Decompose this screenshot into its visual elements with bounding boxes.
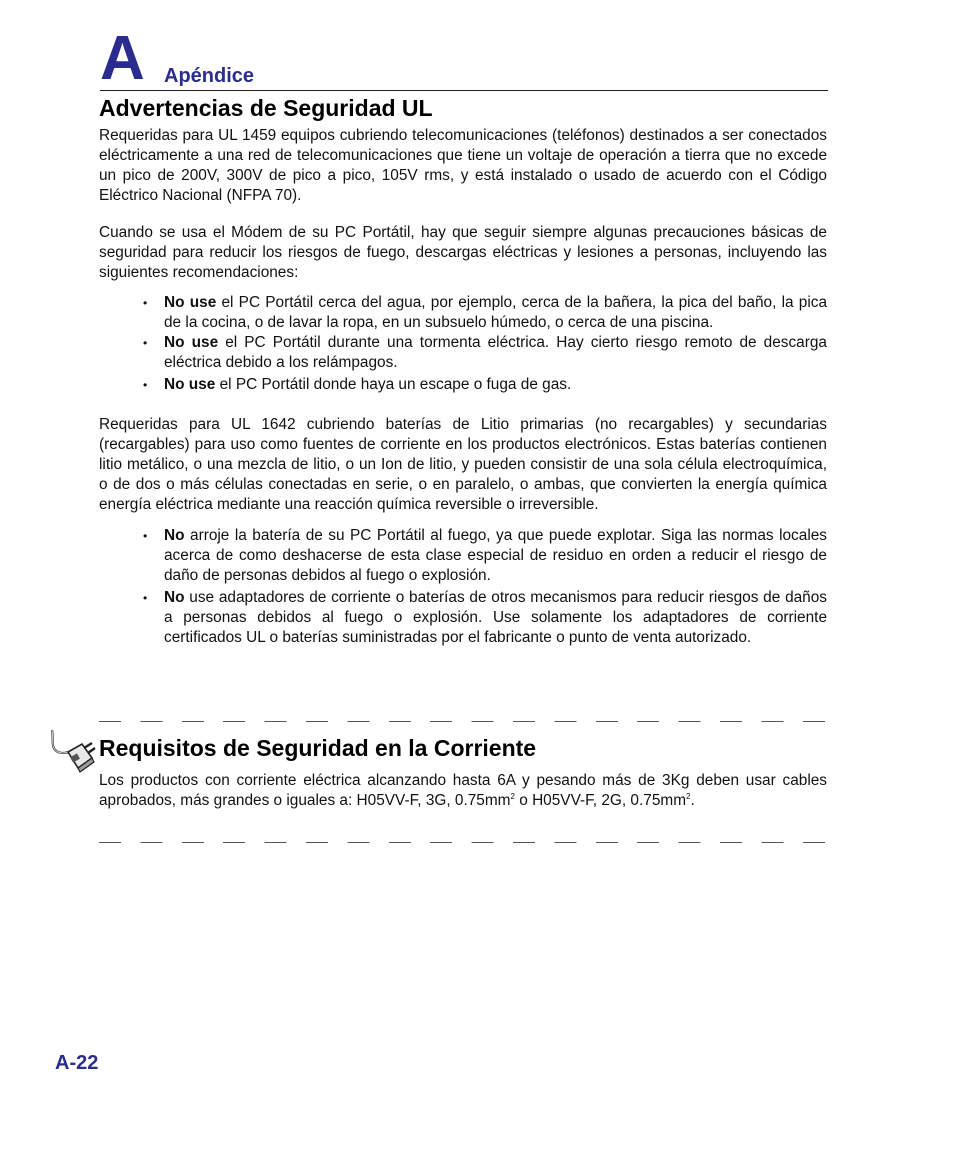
power-plug-icon: [48, 726, 96, 774]
list-item-text: el PC Portátil cerca del agua, por ejemplo, cerca de la bañera, la pica del baño, la pica de la cocina, o de lavar la ropa, en un subsuelo húmedo, o cerca de una piscina.: [164, 294, 828, 331]
paragraph-ul1459: Requeridas para UL 1459 equipos cubriendo telecomunicaciones (teléfonos) destinados a ser conectados eléctricamente a una red de telecomunicaciones que tiene un voltaje de operación a tierra que no excede un pico de 200V, 300V de pico a pico, 105V rms, y está instalado o usado de acuerdo con el Código Eléctrico Nacional (NFPA 70).: [99, 127, 827, 204]
bullet-dot: •: [143, 378, 148, 392]
battery-precautions-list: [99, 526, 827, 648]
section-title-power-safety: Requisitos de Seguridad en la Corriente: [99, 735, 537, 761]
power-text-c: .: [690, 792, 695, 809]
list-item-bold: No: [164, 589, 185, 606]
list-item: [99, 375, 827, 395]
power-text-a: Los productos con corriente eléctrica alcanzando hasta 6A y pesando más de 3Kg deben usar cables aprobados, más grandes o iguales a: H05VV-F, 3G, 0.75mm: [99, 772, 827, 809]
bullet-dot: •: [143, 529, 148, 543]
paragraph-power-cables: [99, 771, 827, 811]
list-item-bold: No use: [164, 334, 219, 351]
list-item-bold: No use: [164, 294, 217, 311]
section-ul-safety: [99, 94, 827, 648]
list-item-bold: No use: [164, 376, 216, 393]
chapter-letter: A: [100, 24, 145, 93]
header-divider: [100, 90, 828, 91]
superscript: 2: [686, 792, 691, 801]
page-number: A-22: [55, 1052, 99, 1074]
section-title-ul-safety: Advertencias de Seguridad UL: [99, 95, 433, 121]
dashed-divider-top: [99, 721, 829, 722]
section-power-safety: [99, 734, 827, 811]
list-item: [99, 333, 827, 373]
superscript: 2: [510, 792, 515, 801]
power-text-b: o H05VV-F, 2G, 0.75mm: [514, 792, 687, 809]
paragraph-ul1642: Requeridas para UL 1642 cubriendo baterías de Litio primarias (no recargables) y secundarias (recargables) para uso como fuentes de corriente en los productos electrónicos. Estas baterías contienen litio metálico, o una mezcla de litio, o un Ion de litio, y pueden consistir de una sola célula electroquímica, o de dos o más células conectadas en serie, o en paralelo, o ambas, que convierten la energía química energía eléctrica mediante una reacción química reversible o irreversible.: [99, 416, 827, 513]
list-item-text: el PC Portátil donde haya un escape o fuga de gas.: [215, 376, 572, 393]
chapter-title: Apéndice: [164, 65, 255, 87]
list-item-bold: No: [164, 527, 185, 544]
modem-precautions-list: [99, 293, 827, 395]
list-item: [99, 526, 827, 586]
paragraph-modem-precautions: Cuando se usa el Módem de su PC Portátil, hay que seguir siempre algunas precauciones básicas de seguridad para reducir los riesgos de fuego, descargas eléctricas y lesiones a personas, incluyendo las siguientes recomendaciones:: [99, 224, 827, 281]
list-item-text: el PC Portátil durante una tormenta eléctrica. Hay cierto riesgo remoto de descarga eléctrica debido a los relámpagos.: [164, 334, 827, 371]
bullet-dot: •: [143, 296, 148, 310]
list-item: [99, 588, 827, 648]
bullet-dot: •: [143, 336, 148, 350]
list-item: [99, 293, 827, 333]
dashed-divider-bottom: [99, 842, 829, 843]
list-item-text: arroje la batería de su PC Portátil al fuego, ya que puede explotar. Siga las normas locales acerca de como deshacerse de esta clase especial de residuo en orden a reducir el riesgo de daño de personas debidos al fuego o explosión.: [164, 527, 827, 584]
list-item-text: use adaptadores de corriente o baterías de otros mecanismos para reducir riesgos de daños a personas debidos al fuego o explosión. Use solamente los adaptadores de corriente certificados UL o baterías suministradas por el fabricante o punto de venta autorizado.: [164, 589, 827, 646]
bullet-dot: •: [143, 591, 148, 605]
